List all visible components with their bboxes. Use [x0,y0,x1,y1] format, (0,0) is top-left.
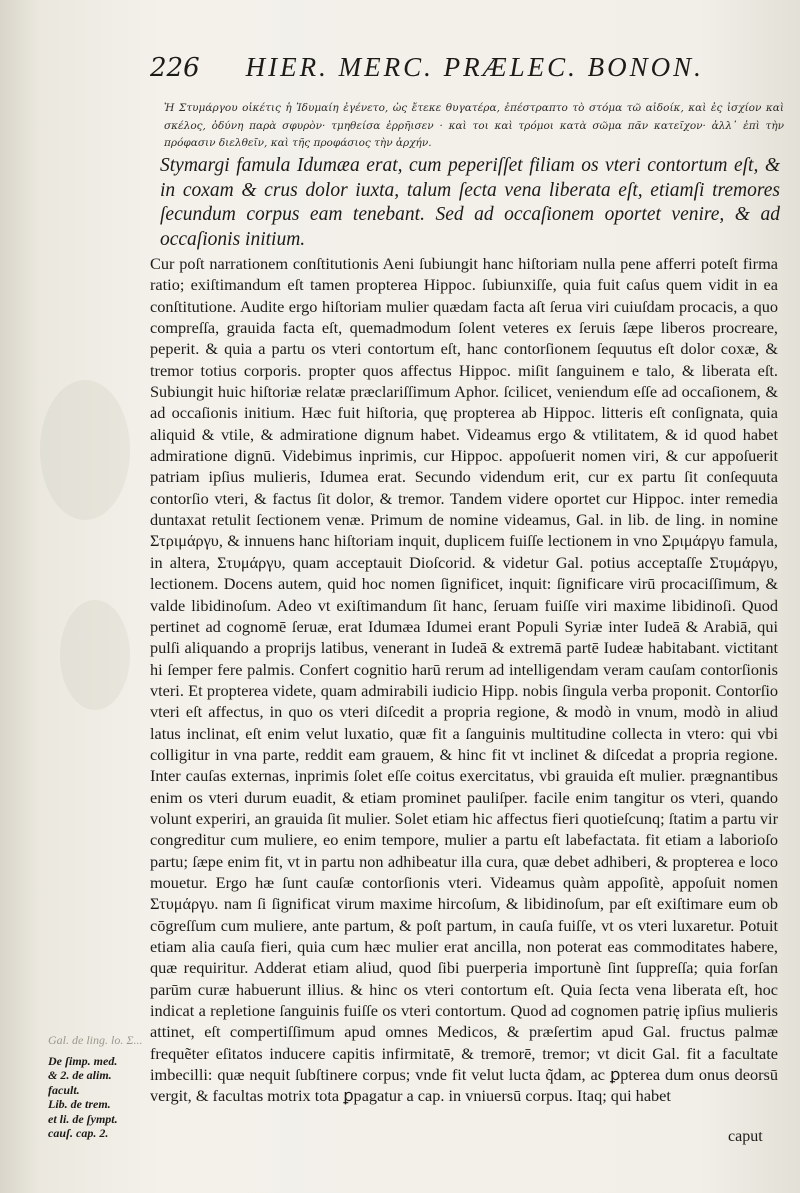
greek-quotation: Ἡ Στυμάργου οἰκέτις ἡ Ἰδυμαίη ἐγένετο, ὡς ἔτεκε θυγατέρα, ἐπέστραπτο τὸ στόμα τῶ αἰδοίκ, καὶ ἐς ἰσχίον καὶ σκέλος, ὀδύνη παρὰ σφυρὸν· τμηθείσα ἐρρῆισεν · καὶ τοι καὶ τρόμοι κατὰ σῶμα πᾶν κατεῖχον· ἀλλ᾽ ἐπὶ τὴν πρόφασιν διελθεῖν, καὶ τῆς προφάσιος τὴν ἀρχήν. [164,102,784,149]
marginal-note-line: & 2. de alim. [48,1068,112,1082]
marginal-note-ghost: Gal. de ling. lo. Σ... [48,1033,143,1047]
running-head: HIER. MERC. PRÆLEC. BONON. [245,52,704,82]
marginal-note-line: Lib. de trem. [48,1097,111,1111]
catch-word: caput [728,1128,763,1145]
paper-stain [40,380,130,520]
commentary-paragraph: Cur poſt narrationem conſtitutionis Aeni ſubiungit hanc hiſtoriam nulla pene afferri poteſt firma ratio; exiſtimandum eſt tamen propterea Hippoc. ſubiunxiſſe, quia fuit caſus quem vidit in ea conſtitutione. Audite ergo hiſtoriam mulier quædam facta aſt ſerua viri cuiuſdam procacis, a quo compreſſa, grauida facta eſt, quemadmodum ſolent veteres ex ſeruis ſæpe liberos procreare, peperit. & quia a partu os vteri contortum eſt, hanc contorſionem ſequutus eſt dolor coxæ, & tremor totius corporis. propter quos affectus Hippoc. miſit ſanguinem e talo, & liberata eſt. Subiungit huic hiſtoriæ relatæ præclariſſimum Aphor. ſcilicet, veniendum eſſe ad occaſionem, & ad occaſionis initium. Hæc fuit hiſtoria, quę propterea ab Hippoc. litteris eſt conſignata, quia aliquid & vtile, & admiratione dignum habet. Videamus ergo & vtilitatem, & id quod habet admiratione dignū. Videbimus inprimis, cur Hippoc. appoſuerit nomen viri, & cur appoſuerit patriam ipſius mulieris, Idumea erat. Secundo videndum erit, cur ex partu ſit conſequuta contorſio vteri, & factus ſit dolor, & tremor. Tandem videre oportet cur Hippoc. inter remedia duntaxat retulit ſectionem venæ. Primum de nomine videamus, Gal. in lib. de ling. in nomine Στριμάργυ, & innuens hanc hiſtoriam inquit, duplicem fuiſſe lectionem in vno Σριμάργυ famula, in altera, Στυμάργυ, quam acceptauit Dioſcorid. & videtur Gal. potius acceptaſſe Στυμάργυ, lectionem. Docens autem, quid hoc nomen ſignificet, inquit: ſignificare virū procaciſſimum, & valde libidinoſum. Adeo vt exiſtimandum ſit hanc, ſeruam fuiſſe viri maxime libidinoſi. Quod pertinet ad cognomē ſeruæ, erat Idumæa Idumei erant Populi Syriæ inter Iudeā & Arabiā, qui pulſi aliquando a proprijs latibus, venerant in Iudeā & extremā partē Iudeæ habitabant. victitant hi ſemper fere palmis. Confert cognitio harū rerum ad intelligendam veram cauſam contorſionis vteri. Et propterea videte, quam admirabili iudicio Hipp. nobis ſingula verba proponit. Contorſio vteri eſt affectus, in quo os vteri diſcedit a propria regione, & modò in vnum, modò in aliud latus inclinat, eſt enim velut luxatio, quæ fit a ſanguinis multitudine collecta in vtero: qui vbi colligitur in vna parte, reddit eam grauem, & hinc fit vt inclinet & diſcedat a propria regione. Inter cauſas externas, inprimis ſolet eſſe coitus exercitatus, vbi grauida eſt mulier. prægnantibus enim os vteri durum euadit, & etiam prominet pauliſper. facile enim tangitur os vteri, quando volunt experiri, an grauida ſit mulier. Solet etiam hic affectus fieri quotieſcunq; ſtatim a partu vir congreditur cum muliere, eo enim tempore, mulier a partu eſt labefactata. fit etiam a laborioſo partu; ſæpe enim fit, vt in partu non adhibeatur illa cura, quæ debet adhiberi, & propterea e loco mouetur. Ergo hæ ſunt cauſæ contorſionis vteri. Videamus quàm appoſitè, appoſuit nomen Στυμάργυ. nam ſi ſignificat virum maxime hircoſum, & libidinoſum, par eſt exiſtimare eum ob cōgreſſum cum muliere, ante partum, & poſt partum, in cauſa fuiſſe, vt os vteri luxaretur. Potuit etiam alia cauſa fieri, quia cum hæc mulier erat ancilla, non poterat eas commoditates habere, quæ requiritur. Adderat etiam aliud, quod ſibi puerperia importunè ſint ſuppreſſa; quia forſan parūm curæ habuerunt illius. & hinc os vteri contortum eſt. Quia ſecta vena liberata eſt, hoc indicat a repletione ſanguinis fuiſſe os vteri contortum. Quod ad cognomen patrię ipſius mulieris attinet, eſt compertiſſimum apud omnes Medicos, & præſertim apud Gal. fructus palmæ frequẽter eſitatos inducere capitis infirmitatē, & tremorē, tremor; vt dicit Gal. fit a facultate imbecilli: quæ nequit ſubſtinere corpus; vnde fit velut lucta q̃dam, ac ꝑpterea dum onus deorsū vergit, & facultas motrix tota ꝑpagatur a cap. in vniuersū corpus. Itaq; qui habet [150,254,778,1106]
page-header [150,52,790,92]
latin-translation: Stymargi famula Idumæa erat, cum peperiſſet filiam os vteri contortum eſt, & in coxam & crus dolor iuxta, talum ſecta vena liberata eſt, etiamſi tremores ſecundum corpus eam tenebant. Sed ad occaſionem oportet venire, & ad occaſionis initium. [160,155,780,250]
marginal-notes [48,1033,158,1141]
marginal-note-line: facult. [48,1082,80,1097]
marginal-note-line: cauſ. cap. 2. [48,1126,109,1140]
commentary-body [150,253,778,1107]
marginal-note-line: et li. de ſympt. [48,1111,118,1126]
paper-stain [60,600,130,710]
marginal-note-line: De ſimp. med. [48,1053,118,1068]
page-number: 226 [150,53,200,83]
